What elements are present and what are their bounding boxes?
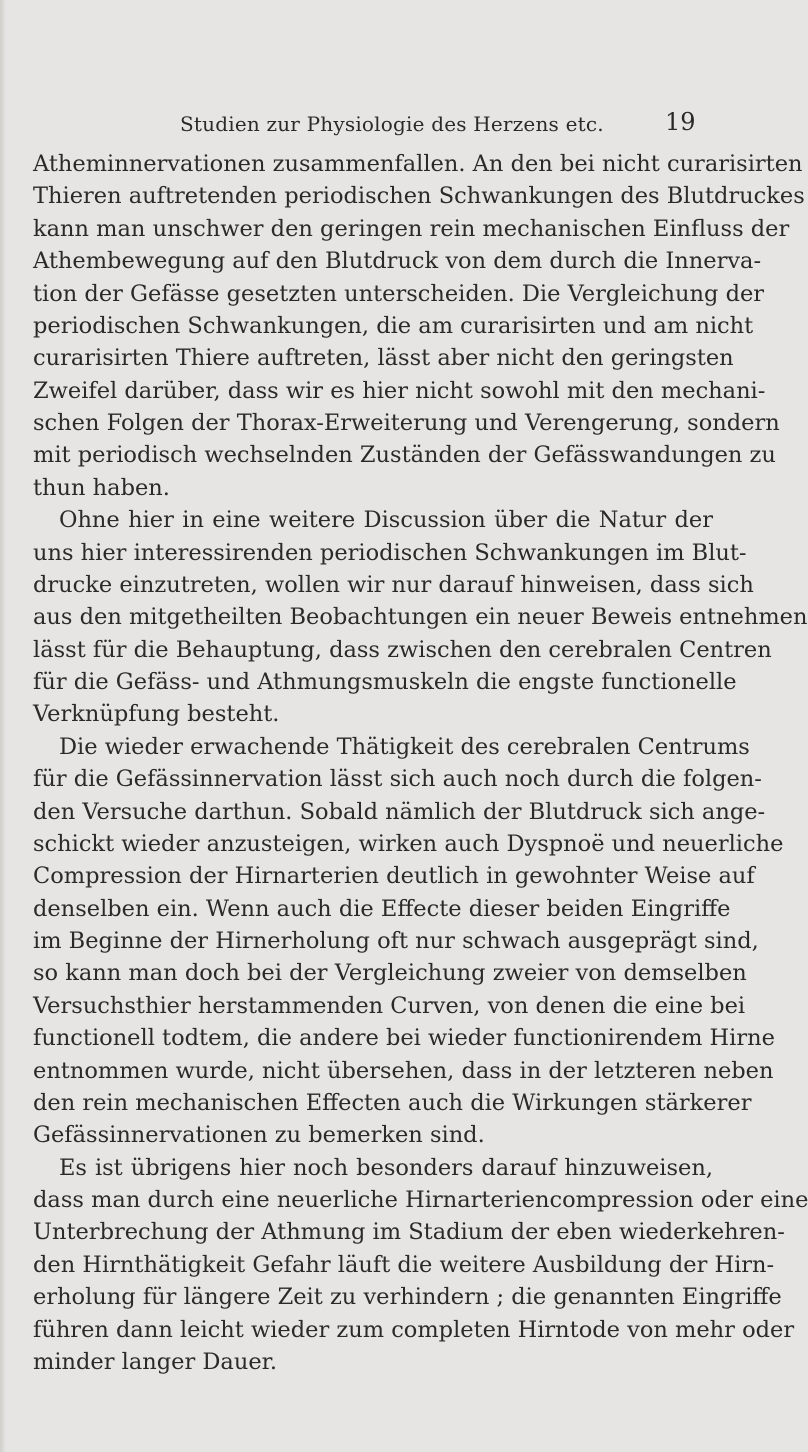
text-line: für die Gefäss- und Athmungsmuskeln die engste functionelle	[33, 669, 737, 695]
text-line: Versuchsthier herstammenden Curven, von denen die eine bei	[33, 992, 746, 1019]
text-line: Unterbrechung der Athmung im Stadium der eben wiederkehren-	[33, 1219, 785, 1246]
text-line: Zweifel darüber, dass wir es hier nicht sowohl mit den mechani-	[33, 377, 766, 404]
text-line: Compression der Hirnarterien deutlich in gewohnter Weise auf	[33, 863, 755, 890]
text-line: den rein mechanischen Effecten auch die Wirkungen stärkerer	[33, 1089, 752, 1116]
text-line: für die Gefässinnervation lässt sich auch noch durch die folgen-	[33, 766, 762, 793]
text-line: den Versuche darthun. Sobald nämlich der Blutdruck sich ange-	[33, 798, 766, 825]
page-number: 19	[665, 108, 696, 136]
page-edge-shadow	[0, 0, 6, 1452]
text-line: tion der Gefässe gesetzten unterscheiden. Die Vergleichung der	[33, 280, 765, 307]
text-line: so kann man doch bei der Vergleichung zweier von demselben	[33, 960, 747, 987]
text-line: drucke einzutreten, wollen wir nur darauf hinweisen, dass sich	[33, 571, 754, 598]
text-line: Thieren auftretenden periodischen Schwankungen des Blutdruckes	[33, 183, 805, 210]
text-line: erholung für längere Zeit zu verhindern ; die genannten Eingriffe	[33, 1284, 782, 1311]
text-line: entnommen wurde, nicht übersehen, dass in der letzteren neben	[33, 1057, 774, 1084]
text-line: lässt für die Behauptung, dass zwischen den cerebralen Centren	[33, 636, 772, 663]
text-line: functionell todtem, die andere bei wieder functionirendem Hirne	[33, 1025, 775, 1052]
text-line: mit periodisch wechselnden Zuständen der Gefässwandungen zu	[33, 442, 776, 469]
running-header	[0, 108, 800, 142]
text-line: dass man durch eine neuerliche Hirnarteriencompression oder eine	[33, 1187, 808, 1213]
text-line: denselben ein. Wenn auch die Effecte dieser beiden Eingriffe	[33, 895, 731, 922]
text-line: Ohne hier in eine weitere Discussion über die Natur der	[59, 507, 713, 534]
text-line: führen dann leicht wieder zum completen Hirntode von mehr oder	[33, 1316, 795, 1343]
text-line: aus den mitgetheilten Beobachtungen ein neuer Beweis entnehmen	[33, 604, 808, 631]
text-line: Atheminnervationen zusammenfallen. An den bei nicht curarisirten	[33, 151, 803, 177]
text-line: schickt wieder anzusteigen, wirken auch Dyspnoë und neuerliche	[33, 830, 784, 857]
text-line: Verknüpfung besteht.	[33, 701, 280, 728]
text-line: Gefässinnervationen zu bemerken sind.	[33, 1122, 485, 1149]
header-title: Studien zur Physiologie des Herzens etc.	[180, 112, 604, 136]
text-line: thun haben.	[33, 474, 170, 501]
text-line: schen Folgen der Thorax-Erweiterung und Verengerung, sondern	[33, 410, 780, 436]
text-line: Es ist übrigens hier noch besonders darauf hinzuweisen,	[59, 1154, 713, 1181]
text-line: den Hirnthätigkeit Gefahr läuft die weitere Ausbildung der Hirn-	[33, 1251, 775, 1278]
text-line: Die wieder erwachende Thätigkeit des cerebralen Centrums	[59, 733, 750, 760]
text-line: periodischen Schwankungen, die am curarisirten und am nicht	[33, 312, 754, 339]
text-line: minder langer Dauer.	[33, 1348, 278, 1375]
text-line: curarisirten Thiere auftreten, lässt aber nicht den geringsten	[33, 345, 734, 372]
text-line: kann man unschwer den geringen rein mechanischen Einfluss der	[33, 215, 790, 242]
text-line: im Beginne der Hirnerholung oft nur schwach ausgeprägt sind,	[33, 928, 759, 954]
body-text	[33, 148, 808, 1378]
text-line: uns hier interessirenden periodischen Schwankungen im Blut-	[33, 539, 747, 566]
text-line: Athembewegung auf den Blutdruck von dem durch die Innerva-	[33, 248, 762, 275]
